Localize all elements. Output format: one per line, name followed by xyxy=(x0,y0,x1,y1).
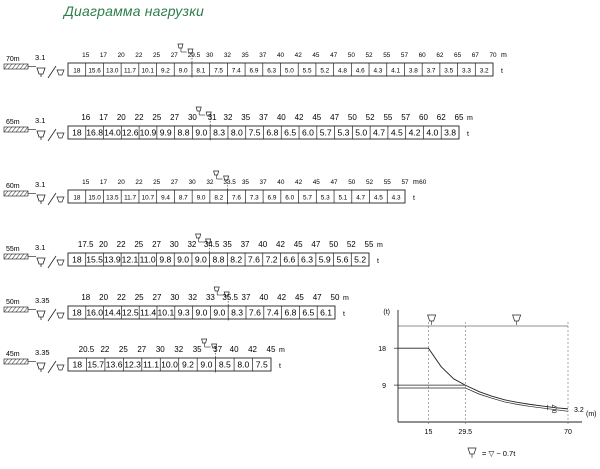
load-cell: 9.9 xyxy=(159,127,172,138)
radius-label: 20 xyxy=(117,52,125,59)
load-cell: 7.6 xyxy=(232,194,241,202)
load-cell: 7.4 xyxy=(266,307,279,318)
radius-label: 40 xyxy=(276,52,285,59)
load-cell: 7.5 xyxy=(248,127,261,138)
radius-label: 34.5 xyxy=(203,240,220,249)
radius-label: 25 xyxy=(153,179,161,186)
radius-label: 62 xyxy=(436,113,446,122)
radius-label: 20 xyxy=(98,240,108,249)
unit-m: m xyxy=(413,179,419,186)
boom-length-label: 45m xyxy=(6,351,20,358)
load-cell: 4.3 xyxy=(391,194,401,202)
radius-label: 52 xyxy=(346,240,356,249)
radius-label: 55 xyxy=(364,240,374,249)
page-title: Диаграмма нагрузки xyxy=(64,3,204,19)
unit-t: t xyxy=(279,363,281,370)
load-cell: 4.6 xyxy=(355,67,365,75)
load-cell: 6.9 xyxy=(249,67,259,75)
radius-label: 47 xyxy=(312,293,322,302)
radius-label: 45 xyxy=(312,179,320,186)
load-cell: 15.0 xyxy=(88,194,101,202)
hook-icon xyxy=(37,68,45,77)
load-cell: 6.3 xyxy=(301,254,314,265)
load-cell: 8.8 xyxy=(177,127,190,138)
load-cell: 5.5 xyxy=(302,67,312,75)
hook-icon xyxy=(57,70,64,75)
radius-label: 22 xyxy=(116,293,126,302)
load-cell: 10.7 xyxy=(141,194,155,202)
radius-label: 35 xyxy=(241,52,249,59)
boom-lattice-icon xyxy=(4,307,36,312)
load-cell: 5.0 xyxy=(284,67,294,75)
unit-m: m xyxy=(343,295,349,302)
legend-formula xyxy=(468,448,516,458)
boom-lattice-icon xyxy=(4,359,36,364)
radius-label: 17 xyxy=(99,52,107,59)
radius-label: 30 xyxy=(188,179,196,186)
load-cell: 7.3 xyxy=(249,194,259,202)
load-cell: 9.8 xyxy=(159,254,172,265)
radius-label: 60 xyxy=(419,113,428,122)
load-cell: 4.3 xyxy=(373,67,383,75)
load-cell: 13.0 xyxy=(106,67,119,75)
y-tick-label: 9 xyxy=(382,383,386,391)
radius-label: 30 xyxy=(155,345,165,354)
radius-label: 42 xyxy=(277,293,287,302)
radius-label: 55 xyxy=(383,52,391,59)
radius-label: 47 xyxy=(330,113,340,122)
radius-label: 50 xyxy=(347,52,355,59)
radius-label: 42 xyxy=(295,179,303,186)
load-cell: 6.8 xyxy=(284,307,297,318)
radius-label: 47 xyxy=(311,240,321,249)
load-cell: 10.9 xyxy=(139,127,157,138)
radius-label: 50 xyxy=(347,113,357,122)
load-cell: 9.2 xyxy=(181,359,194,370)
radius-label: 32 xyxy=(188,293,198,302)
load-cell: 8.3 xyxy=(231,307,244,318)
radius-label: 31 xyxy=(207,113,217,122)
radius-label: 16 xyxy=(81,113,91,122)
radius-label: 18 xyxy=(81,293,91,302)
radius-label: 65 xyxy=(454,52,462,59)
load-cell: 9.0 xyxy=(195,127,208,138)
load-cell: 6.8 xyxy=(266,127,279,138)
x-tick-label: 70 xyxy=(564,429,572,436)
radius-label: 20 xyxy=(99,293,109,302)
radius-label: 40 xyxy=(277,179,285,186)
radius-label: 22 xyxy=(134,113,144,122)
radius-start-label: 3.1 xyxy=(35,53,46,62)
y-unit: (t) xyxy=(383,309,390,316)
radius-label: 27 xyxy=(137,345,147,354)
load-graph xyxy=(378,309,596,436)
boom-length-label: 65m xyxy=(6,119,20,126)
boom-lattice-icon xyxy=(4,254,36,259)
load-cell: 12.6 xyxy=(121,127,139,138)
radius-label: 22 xyxy=(116,240,126,249)
end-value-label: 3.2 xyxy=(574,406,584,414)
radius-label: 40 xyxy=(258,240,268,249)
load-cell: 3.8 xyxy=(408,67,418,75)
load-cell: 15.7 xyxy=(87,359,105,370)
boom-length-label: 60m xyxy=(6,183,20,190)
radius-label: 22 xyxy=(135,52,143,59)
load-cell: 3.3 xyxy=(461,67,471,75)
radius-label: 55 xyxy=(383,179,391,186)
radius-label: 55 xyxy=(383,113,393,122)
load-cell: 5.1 xyxy=(338,194,348,202)
hook-icon xyxy=(428,315,436,325)
boom-section xyxy=(4,339,285,373)
y-tick-label: 18 xyxy=(378,346,386,354)
radius-label: 37 xyxy=(259,179,267,186)
load-cell: 18 xyxy=(72,307,82,318)
radius-label: 20.5 xyxy=(78,345,95,354)
radius-label: 25 xyxy=(134,240,144,249)
boom-length-label: 50m xyxy=(6,299,20,306)
radius-label: 17 xyxy=(99,179,108,186)
radius-label: 33.5 xyxy=(223,179,236,186)
load-cell: 18 xyxy=(72,359,83,370)
load-cell: 3.2 xyxy=(479,67,489,75)
load-cell: 14.4 xyxy=(104,307,121,318)
radius-label: 42 xyxy=(276,240,285,249)
hook-icon xyxy=(37,258,45,267)
load-cell: 7.5 xyxy=(214,67,223,75)
radius-label: 32 xyxy=(187,240,197,249)
hook-icon xyxy=(513,315,521,325)
hook-icon xyxy=(37,195,45,204)
radius-label: 35 xyxy=(241,113,251,122)
load-cell: 4.2 xyxy=(408,127,421,138)
load-cell: 8.0 xyxy=(230,127,243,138)
hook-icon xyxy=(37,311,45,320)
radius-label: 32 xyxy=(223,113,233,122)
radius-label: 35 xyxy=(222,240,232,249)
hook-icon xyxy=(37,131,45,140)
radius-label: 47 xyxy=(330,52,338,59)
load-cell: 11.4 xyxy=(140,307,157,318)
unit-t: t xyxy=(343,311,345,318)
x-unit: (m) xyxy=(586,411,597,418)
radius-label: 22 xyxy=(135,179,143,186)
load-cell: 7.5 xyxy=(255,359,268,370)
load-cell: 11.7 xyxy=(124,194,137,202)
load-cell: 6.3 xyxy=(267,67,277,75)
radius-label: 17.5 xyxy=(77,240,94,249)
radius-label: 40 xyxy=(229,345,239,354)
radius-label: 50 xyxy=(329,240,339,249)
radius-label: 27 xyxy=(170,113,180,122)
radius-label: 32 xyxy=(174,345,184,354)
radius-label: 29.5 xyxy=(187,52,201,59)
radius-label: 27 xyxy=(170,52,178,59)
load-cell: 6.6 xyxy=(283,254,296,265)
unit-m: m xyxy=(377,242,383,249)
load-cell: 11.0 xyxy=(139,254,156,265)
radius-label: 45 xyxy=(312,113,322,122)
radius-label: 37 xyxy=(240,240,250,249)
radius-label: 22 xyxy=(100,345,110,354)
load-cell: 9.0 xyxy=(200,359,213,370)
load-cell: 10.1 xyxy=(157,307,175,318)
radius-label: 35.5 xyxy=(222,293,238,302)
radius-start-label: 3.1 xyxy=(35,180,46,189)
load-cell: 5.2 xyxy=(354,254,367,265)
radius-label: 42 xyxy=(294,52,302,59)
radius-start-label: 3.35 xyxy=(35,296,50,305)
load-cell: 5.3 xyxy=(337,127,350,138)
boom-lattice-icon xyxy=(4,64,36,69)
radius-label: 57 xyxy=(400,52,409,59)
load-cell: 9.0 xyxy=(213,307,226,318)
radius-label: 15 xyxy=(82,179,90,186)
load-cell: 18 xyxy=(73,67,81,75)
load-cell: 18 xyxy=(72,254,82,265)
load-cell: 9.0 xyxy=(194,254,207,265)
load-curve-lower xyxy=(398,388,568,414)
boom-section xyxy=(4,171,427,205)
radius-label: 37 xyxy=(213,345,223,354)
hook-icon xyxy=(37,363,45,372)
load-cell: 11.7 xyxy=(123,67,136,75)
boom-section xyxy=(4,107,473,141)
radius-label: 27 xyxy=(152,240,161,249)
load-cell: 10.1 xyxy=(141,67,154,75)
load-cell: 8.2 xyxy=(230,254,243,265)
formula-text: = ▽ − 0.7t xyxy=(482,449,516,458)
load-cell: 4.8 xyxy=(338,67,347,75)
load-cell: 15.5 xyxy=(86,254,103,265)
load-cell: 13.5 xyxy=(106,194,119,202)
unit-m: m xyxy=(501,52,507,59)
load-cell: 9.0 xyxy=(177,254,190,265)
radius-label: 35 xyxy=(241,179,249,186)
radius-start-label: 3.1 xyxy=(35,116,46,125)
unit-m: m xyxy=(279,347,285,354)
radius-label: 45 xyxy=(266,345,276,354)
radius-label: 47 xyxy=(330,179,338,186)
load-cell: 16.0 xyxy=(86,307,104,318)
load-cell: 13.9 xyxy=(103,254,121,265)
load-cell: 8.5 xyxy=(218,359,231,370)
radius-label: 30 xyxy=(170,293,180,302)
load-cell: 10.0 xyxy=(161,359,178,370)
load-cell: 6.9 xyxy=(267,194,277,202)
load-cell: 9.0 xyxy=(196,194,206,202)
load-cell: 4.5 xyxy=(373,194,383,202)
radius-label: 30 xyxy=(206,52,214,59)
load-cell: 8.8 xyxy=(212,254,225,265)
radius-start-label: 3.35 xyxy=(35,348,50,357)
radius-label: 37 xyxy=(259,113,268,122)
load-cell: 6.1 xyxy=(320,307,333,318)
load-cell: 12.1 xyxy=(121,254,139,265)
load-cell: 7.2 xyxy=(265,254,278,265)
load-curve xyxy=(398,348,568,409)
radius-label: 65 xyxy=(454,113,464,122)
radius-label: 45 xyxy=(294,293,304,302)
boom-section xyxy=(4,234,383,268)
radius-label: 32 xyxy=(223,52,231,59)
radius-label: 52 xyxy=(365,179,374,186)
radius-label: 57 xyxy=(401,179,409,186)
hook-icon xyxy=(57,260,64,265)
radius-start-label: 3.1 xyxy=(35,243,46,252)
radius-label: 52 xyxy=(365,52,373,59)
load-cell: 3.7 xyxy=(426,67,436,75)
load-cell: 8.7 xyxy=(178,194,188,202)
radius-label: 57 xyxy=(401,113,411,122)
load-cell: 12.5 xyxy=(121,307,139,318)
hook-icon xyxy=(57,133,64,138)
load-cell: 4.7 xyxy=(356,194,366,202)
load-cell: 9.2 xyxy=(160,67,170,75)
load-cell: 5.7 xyxy=(303,194,312,202)
load-cell: 7.4 xyxy=(231,67,241,75)
x-tick-label: 15 xyxy=(424,429,433,436)
load-cell: 8.0 xyxy=(237,359,250,370)
radius-label: 33 xyxy=(205,293,215,302)
unit-t: t xyxy=(501,68,503,75)
load-cell: 5.6 xyxy=(336,254,349,265)
radius-label: 67 xyxy=(471,52,479,59)
radius-label: 45 xyxy=(312,52,320,59)
load-cell: 9.0 xyxy=(195,307,208,318)
radius-label: 50 xyxy=(330,293,340,302)
load-cell: 15.6 xyxy=(88,67,101,75)
boom-section xyxy=(4,44,507,78)
boom-lattice-icon xyxy=(4,127,36,132)
radius-label: 62 xyxy=(436,52,444,59)
radius-label: 52 xyxy=(365,113,375,122)
radius-label: 40 xyxy=(259,293,269,302)
radius-label: 27 xyxy=(152,293,162,302)
radius-label: 70 xyxy=(489,52,497,59)
radius-label: 60 xyxy=(418,52,426,59)
hook-icon xyxy=(57,313,64,318)
radius-label: 15 xyxy=(82,52,90,59)
load-cell: 18 xyxy=(73,194,81,202)
boom-length-label: 55m xyxy=(6,246,20,253)
radius-label: 25 xyxy=(134,293,144,302)
unit-t: t xyxy=(377,258,379,265)
load-cell: 18 xyxy=(72,127,82,138)
load-cell: 6.5 xyxy=(284,127,297,138)
radius-label: 25 xyxy=(118,345,128,354)
load-cell: 4.0 xyxy=(426,127,439,138)
radius-label: 42 xyxy=(294,113,304,122)
load-cell: 8.2 xyxy=(214,194,224,202)
unit-t: t xyxy=(467,131,469,138)
load-cell: 4.1 xyxy=(391,67,401,75)
hook-icon xyxy=(468,448,476,454)
load-cell: 7.6 xyxy=(248,307,261,318)
load-cell: 5.2 xyxy=(320,67,330,75)
unit-t: t xyxy=(413,195,415,202)
x-tick-label: 29.5 xyxy=(458,429,473,436)
radius-label: 25 xyxy=(152,113,162,122)
load-cell: 4.5 xyxy=(390,127,403,138)
hook-icon xyxy=(57,197,64,202)
radius-label: 30 xyxy=(169,240,179,249)
load-cell: 6.0 xyxy=(285,194,295,202)
load-cell: 6.5 xyxy=(302,307,315,318)
load-cell: 8.3 xyxy=(213,127,226,138)
load-cell: 14.0 xyxy=(104,127,121,138)
load-cell: 6.0 xyxy=(301,127,314,138)
radius-label: 30 xyxy=(187,113,197,122)
load-cell: 12.3 xyxy=(124,359,141,370)
radius-label: 25 xyxy=(152,52,161,59)
radius-label: 32 xyxy=(206,179,214,186)
load-cell: 3.8 xyxy=(444,127,457,138)
radius-label: 50 xyxy=(348,179,356,186)
load-cell: 5.7 xyxy=(319,127,332,138)
radius-label: 60 xyxy=(419,179,427,186)
radius-label: 27 xyxy=(170,179,178,186)
load-cell: 7.6 xyxy=(247,254,260,265)
boom-length-label: 70m xyxy=(6,56,20,63)
boom-lattice-icon xyxy=(4,191,36,196)
load-cell: 8.1 xyxy=(196,67,206,75)
radius-label: 20 xyxy=(117,179,125,186)
load-cell: 3.5 xyxy=(444,67,454,75)
load-cell: 5.0 xyxy=(355,127,368,138)
radius-label: 35 xyxy=(192,345,202,354)
load-cell: 11.1 xyxy=(142,359,160,370)
radius-label: 20 xyxy=(116,113,126,122)
load-cell: 9.3 xyxy=(177,307,190,318)
load-cell: 16.8 xyxy=(86,127,104,138)
radius-label: 37 xyxy=(241,293,251,302)
hook-icon xyxy=(57,365,64,370)
load-cell: 13.6 xyxy=(105,359,123,370)
delta-label: 0.7 xyxy=(551,404,559,414)
radius-label: 40 xyxy=(276,113,286,122)
radius-label: 42 xyxy=(248,345,257,354)
load-cell: 5.9 xyxy=(318,254,331,265)
radius-label: 45 xyxy=(293,240,303,249)
radius-label: 17 xyxy=(99,113,108,122)
radius-label: 37 xyxy=(259,52,267,59)
load-cell: 5.3 xyxy=(320,194,330,202)
load-cell: 4.7 xyxy=(373,127,385,138)
load-cell: 9.0 xyxy=(178,67,188,75)
unit-m: m xyxy=(467,115,473,122)
load-cell: 9.4 xyxy=(161,194,170,202)
boom-section xyxy=(4,287,349,321)
